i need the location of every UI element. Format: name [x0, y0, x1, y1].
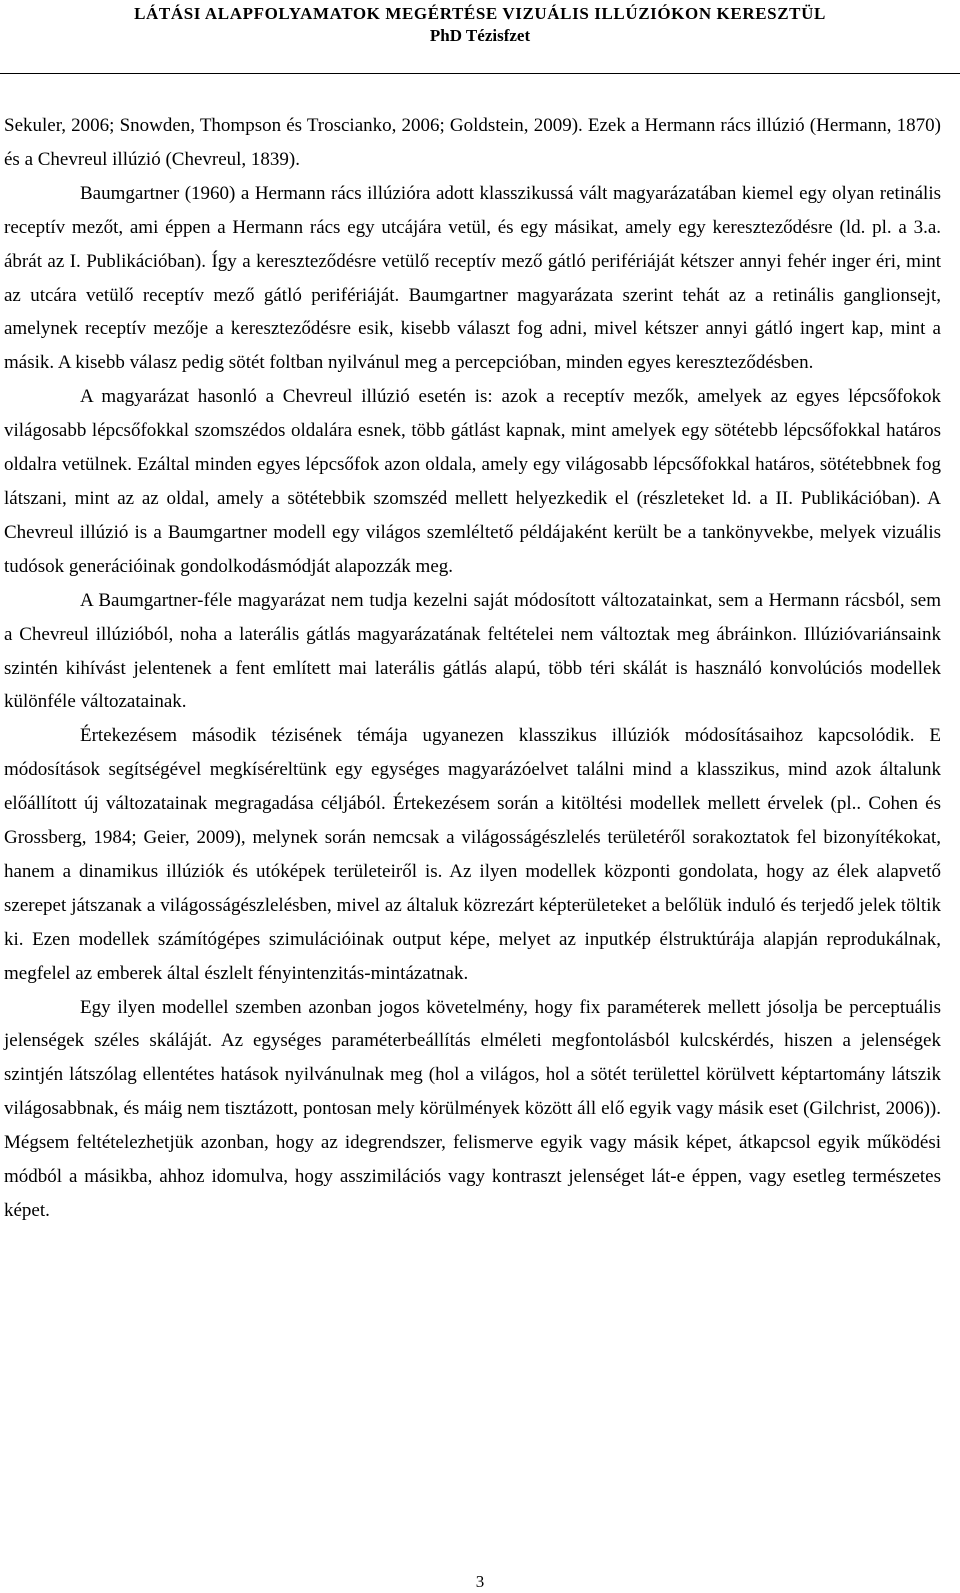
header-subtitle: PhD Tézisfzet [429, 26, 531, 45]
body-text [4, 109, 941, 1228]
paragraph-continuation: Sekuler, 2006; Snowden, Thompson és Troscianko, 2006; Goldstein, 2009). Ezek a Hermann rács illúzió (Hermann, 1870) és a Chevreul illúzió (Chevreul, 1839). [4, 115, 941, 170]
header-title: LÁTÁSI ALAPFOLYAMATOK MEGÉRTÉSE VIZUÁLIS ILLÚZIÓKON KERESZTÜL [134, 4, 826, 23]
header-divider [0, 73, 960, 74]
running-header [0, 0, 960, 47]
paragraph: A magyarázat hasonló a Chevreul illúzió esetén is: azok a receptív mezők, amelyek az egyes lépcsőfokok világosabb lépcsőfokkal szomszédos oldalára esnek, több gátlást kapnak, mint amelyek egy sötétebb lépcsőfokkal határos oldalra vetülnek. Ezáltal minden egyes lépcsőfok azon oldala, amely egy világosabb lépcsőfokkal határos, sötétebbnek fog látszani, mint az az oldal, amely a sötétebbik szomszéd mellett helyezkedik el (részleteket ld. a II. Publikációban). A Chevreul illúzió is a Baumgartner modell egy világos szemléltető példájaként került be a tankönyvekbe, melyek vizuális tudósok generációinak gondolkodásmódját alapozzák meg. [4, 386, 941, 577]
page-number: 3 [475, 1572, 485, 1591]
paragraph: Egy ilyen modellel szemben azonban jogos követelmény, hogy fix paraméterek mellett jósolja be perceptuális jelenségek széles skáláját. Az egységes paraméterbeállítás elméleti megfontolásból kulcskérdés, hiszen a jelenségek szintjén látszólag ellentétes hatások nyilvánulnak meg (hol a világos, hol a sötét területtel körülvett képtartomány látszik világosabbnak, és máig nem tisztázott, pontosan mely körülmények között áll elő egyik vagy másik eset (Gilchrist, 2006)). Mégsem feltételezhetjük azonban, hogy az idegrendszer, felismerve egyik vagy másik képet, átkapcsol egyik működési módból a másikba, ahhoz idomulva, hogy asszimilációs vagy kontraszt jelenséget lát-e éppen, vagy esetleg természetes képet. [4, 996, 941, 1221]
paragraph: Baumgartner (1960) a Hermann rács illúzióra adott klasszikussá vált magyarázatában kiemel egy olyan retinális receptív mezőt, ami éppen a Hermann rács egy utcájára vetül, és egy másikat, amely egy kereszteződésre (ld. pl. a 3.a. ábrát az I. Publikációban). Így a kereszteződésre vetülő receptív mező gátló perifériáját kétszer annyi fehér inger éri, mint az utcára vetülő receptív mező gátló perifériáját. Baumgartner magyarázata szerint tehát az a retinális ganglionsejt, amelynek receptív mezője a kereszteződésre esik, kisebb választ fog adni, mivel kétszer annyi gátló ingert kap, mint a másik. A kisebb válasz pedig sötét foltban nyilvánul meg a percepcióban, minden egyes kereszteződésben. [4, 182, 941, 374]
paragraph: A Baumgartner-féle magyarázat nem tudja kezelni saját módosított változatainkat, sem a Hermann rácsból, sem a Chevreul illúzióból, noha a laterális gátlás magyarázatának feltételei nem változtak meg ábráinkon. Illúzióvariánsaink szintén kihívást jelentenek a fent említett mai laterális gátlás alapú, több téri skálát is használó konvolúciós modellek különféle változatainak. [4, 589, 941, 713]
paragraph: Értekezésem második tézisének témája ugyanezen klasszikus illúziók módosításaihoz kapcsolódik. E módosítások segítségével megkíséreltünk egy egységes magyarázóelvet találni mind a klasszikus, mind azok általunk előállított új változatainak megragadása céljából. Értekezésem során a kitöltési modellek mellett érvelek (pl.. Cohen és Grossberg, 1984; Geier, 2009), melynek során nemcsak a világosságészlelés területéről sorakoztatok fel bizonyítékokat, hanem a dinamikus illúziók és utóképek területeiről is. Az ilyen modellek központi gondolata, hogy az élek alapvető szerepet játszanak a világosságészlelésben, mivel az általuk közrezárt képterületeket a belőlük induló és terjedő jelek töltik ki. Ezen modellek számítógépes szimulációinak output képe, melyet az inputkép élstruktúrája alapján reprodukálnak, megfelel az emberek által észlelt fényintenzitás-mintázatnak. [4, 725, 941, 984]
